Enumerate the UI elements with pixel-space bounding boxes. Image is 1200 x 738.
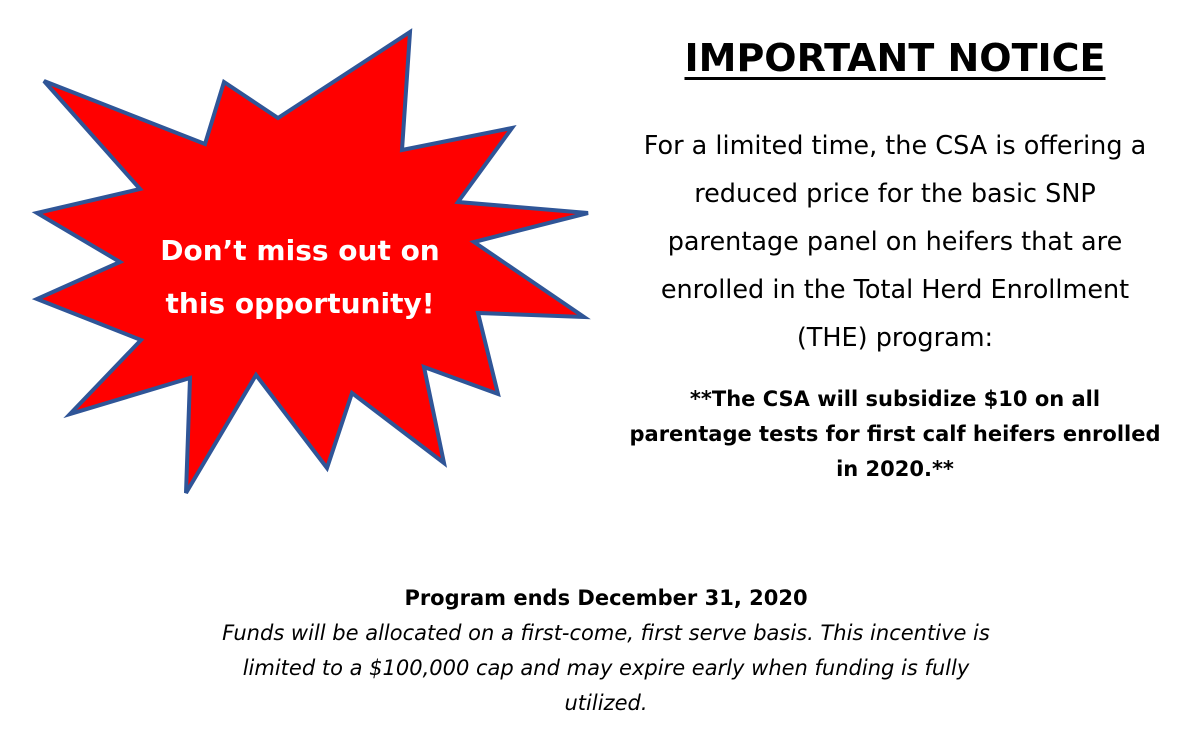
- fine-print-line: limited to a $100,000 cap and may expire early when funding is fully: [242, 656, 970, 680]
- fine-print-line: Funds will be allocated on a first-come, first serve basis. This incentive is: [222, 621, 990, 645]
- fine-print: [0, 616, 1200, 721]
- starburst-callout: [0, 0, 640, 520]
- notice-body-line: enrolled in the Total Herd Enrollment: [660, 275, 1130, 305]
- subsidy-line: parentage tests for first calf heifers enrolled: [629, 422, 1161, 446]
- starburst-line: Don’t miss out on: [160, 234, 440, 267]
- subsidy-line: **The CSA will subsidize $10 on all: [689, 387, 1101, 411]
- subsidy-statement: [610, 382, 1180, 487]
- subsidy-line: in 2020.**: [836, 457, 954, 481]
- notice-body-line: (THE) program:: [796, 323, 994, 353]
- notice-body-line: parentage panel on heifers that are: [667, 227, 1123, 257]
- notice-body-line: reduced price for the basic SNP: [694, 179, 1096, 209]
- starburst-text: [130, 224, 470, 330]
- notice-body-line: For a limited time, the CSA is offering a: [643, 131, 1147, 161]
- fine-print-line: utilized.: [564, 691, 648, 715]
- notice-body: [610, 122, 1180, 362]
- program-end-date: Program ends December 31, 2020: [404, 586, 808, 610]
- starburst-line: this opportunity!: [165, 287, 435, 320]
- notice-title: IMPORTANT NOTICE: [684, 36, 1106, 80]
